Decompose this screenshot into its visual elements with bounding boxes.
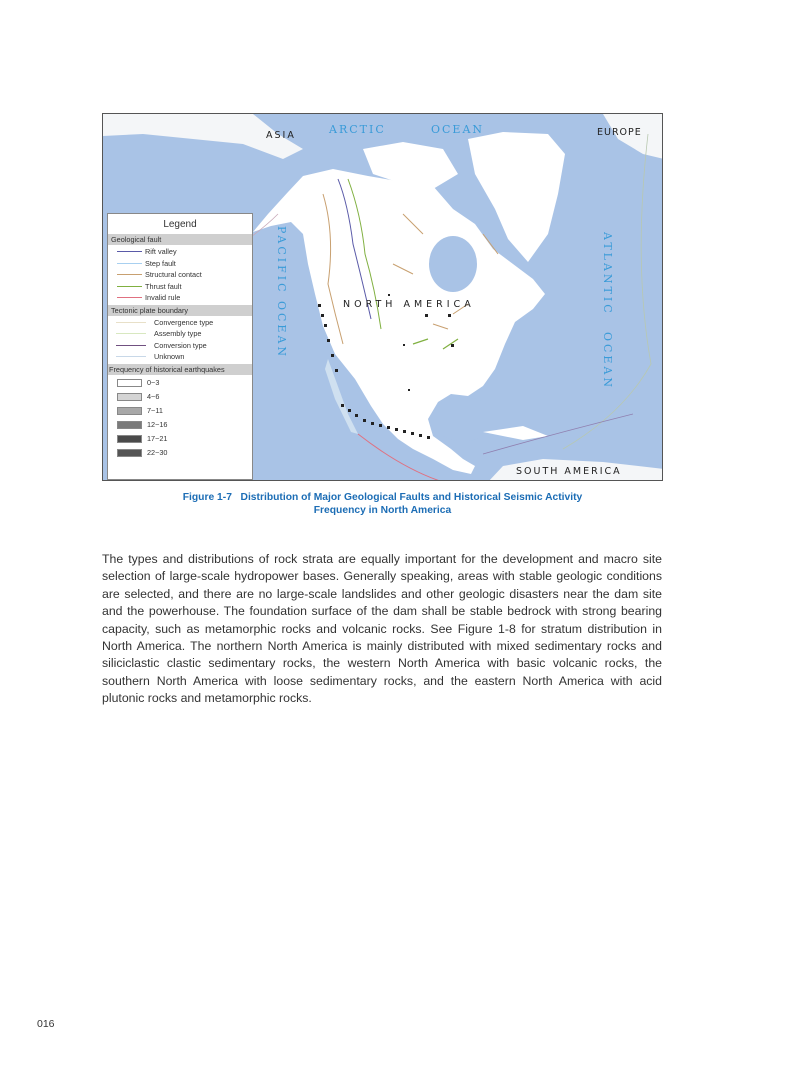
legend-item-label: Convergence type bbox=[154, 317, 214, 327]
legend-plate-header: Tectonic plate boundary bbox=[108, 305, 252, 316]
frequency-swatch bbox=[117, 407, 142, 415]
fault-legend-item bbox=[108, 246, 252, 258]
label-south-america: SOUTH AMERICA bbox=[516, 466, 622, 477]
legend-item-label: 7~11 bbox=[147, 406, 163, 415]
quake-legend-item bbox=[108, 404, 252, 418]
fault-legend-item bbox=[108, 258, 252, 270]
north-america-fault-map bbox=[102, 113, 663, 481]
frequency-swatch bbox=[117, 393, 142, 401]
legend-item-label: Thrust fault bbox=[145, 281, 182, 291]
label-atlantic-ocean: OCEAN bbox=[601, 332, 614, 391]
fault-legend-item bbox=[108, 269, 252, 281]
legend-item-label: Conversion type bbox=[154, 340, 207, 350]
legend-fault-header: Geological fault bbox=[108, 234, 252, 245]
plate-legend-item bbox=[108, 328, 252, 340]
figure-caption bbox=[102, 491, 663, 517]
legend-item-label: 22~30 bbox=[147, 448, 168, 457]
line-swatch bbox=[117, 286, 142, 287]
frequency-swatch bbox=[117, 449, 142, 457]
legend-item-label: 12~16 bbox=[147, 420, 168, 429]
legend-quake-header: Frequency of historical earthquakes bbox=[108, 364, 252, 375]
label-asia: ASIA bbox=[266, 130, 296, 141]
line-swatch bbox=[117, 274, 142, 275]
gulf-of-mexico bbox=[431, 397, 495, 441]
label-atlantic: ATLANTIC bbox=[601, 232, 614, 316]
quake-legend-item bbox=[108, 376, 252, 390]
plate-legend-item bbox=[108, 351, 252, 363]
line-swatch bbox=[116, 356, 146, 357]
line-swatch bbox=[116, 345, 146, 346]
quake-legend-item bbox=[108, 432, 252, 446]
body-paragraph: The types and distributions of rock strata are equally important for the development and macro site selection of large-scale hydropower bases. Generally speaking, areas with stable geologic conditions are selected, and there are no large-scale landslides and other geologic disasters near the dam site and the powerhouse. The foundation surface of the dam shall be stable bedrock with strong bearing capacity, such as metamorphic rocks and volcanic rocks. See Figure 1-8 for stratum distribution in North America. The northern North America is mainly distributed with mixed sedimentary rocks and siliciclastic clastic sedimentary rocks, the western North America with basic volcanic rocks, the southern North America with loose sedimentary rocks, and the eastern North America with acid plutonic rocks and metamorphic rocks. bbox=[102, 552, 662, 706]
map-legend bbox=[107, 213, 253, 480]
hudson-bay bbox=[429, 236, 477, 292]
frequency-swatch bbox=[117, 421, 142, 429]
label-europe: EUROPE bbox=[597, 127, 642, 138]
frequency-swatch bbox=[117, 435, 142, 443]
caption-line-1: Figure 1-7 Distribution of Major Geological Faults and Historical Seismic Activity bbox=[182, 492, 583, 503]
legend-item-label: Rift valley bbox=[145, 247, 177, 257]
plate-legend-item bbox=[108, 340, 252, 352]
line-swatch bbox=[117, 297, 142, 298]
quake-legend-item bbox=[108, 418, 252, 432]
fault-legend-item bbox=[108, 281, 252, 293]
legend-item-label: 17~21 bbox=[147, 434, 168, 443]
label-pacific-ocean: PACIFIC OCEAN bbox=[275, 226, 288, 360]
legend-item-label: 4~6 bbox=[147, 392, 160, 401]
legend-item-label: Structural contact bbox=[145, 270, 202, 280]
legend-item-label: Step fault bbox=[145, 258, 176, 268]
legend-item-label: Assembly type bbox=[154, 329, 202, 339]
frequency-swatch bbox=[117, 379, 142, 387]
caribbean-islands bbox=[483, 426, 548, 440]
line-swatch bbox=[116, 333, 146, 334]
legend-title: Legend bbox=[163, 219, 197, 230]
caption-line-2: Frequency in North America bbox=[313, 505, 452, 516]
legend-item-label: Unknown bbox=[154, 352, 185, 362]
line-swatch bbox=[117, 263, 142, 264]
label-north-america: NORTH AMERICA bbox=[343, 299, 475, 310]
legend-item-label: Invalid rule bbox=[145, 293, 181, 303]
plate-legend-item bbox=[108, 317, 252, 329]
legend-item-label: 0~3 bbox=[147, 378, 160, 387]
fault-legend-item bbox=[108, 292, 252, 304]
line-swatch bbox=[116, 322, 146, 323]
line-swatch bbox=[117, 251, 142, 252]
quake-legend-item bbox=[108, 390, 252, 404]
page-number: 016 bbox=[37, 1018, 55, 1030]
label-arctic: ARCTIC bbox=[329, 123, 386, 136]
label-arctic-ocean: OCEAN bbox=[431, 123, 485, 136]
quake-legend-item bbox=[108, 446, 252, 460]
